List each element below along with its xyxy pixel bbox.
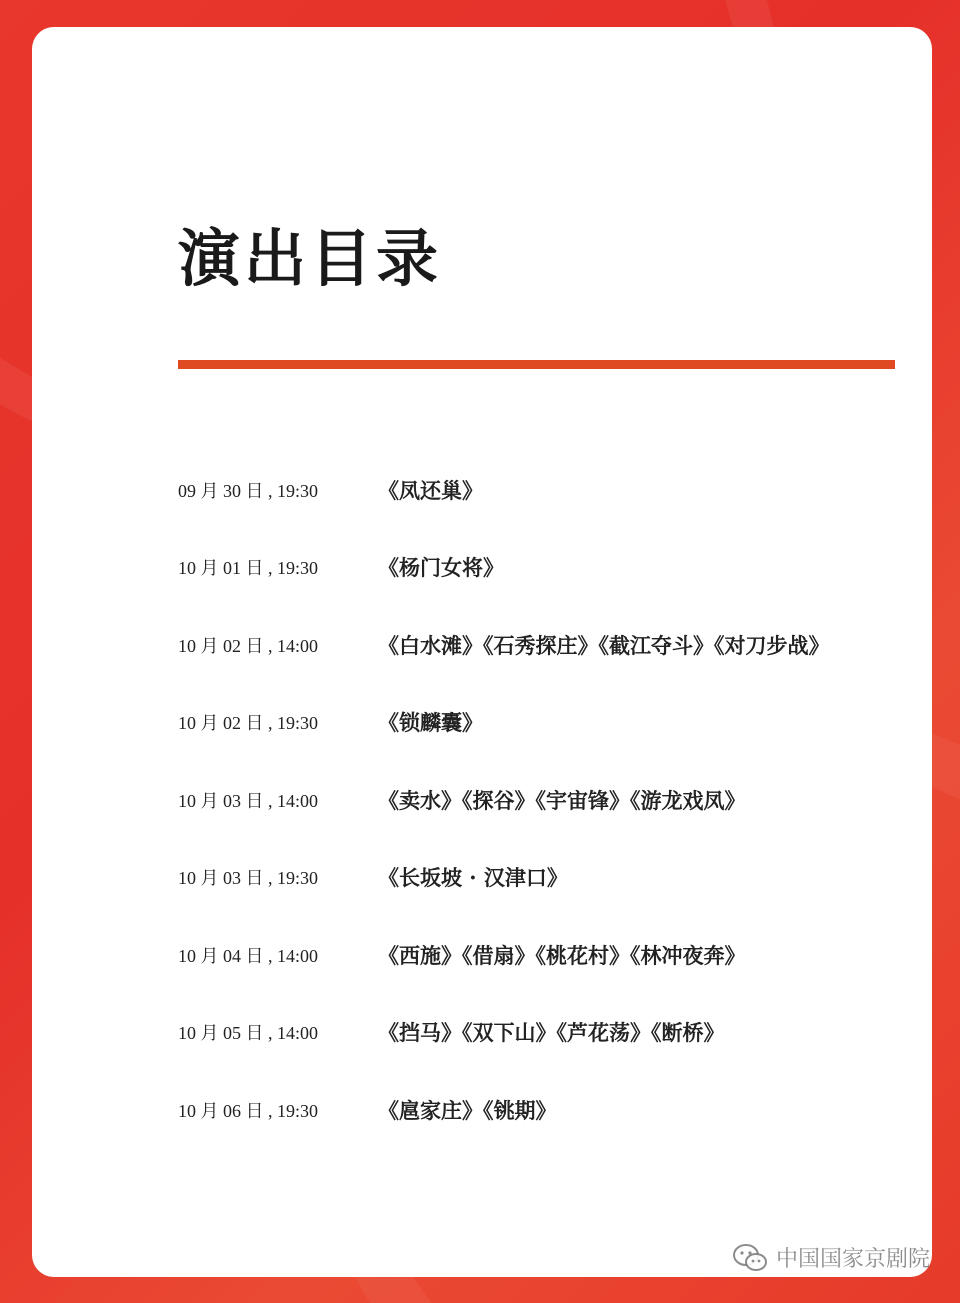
performance-date: 10 月 05 日 , 14:00 bbox=[178, 1023, 319, 1044]
schedule-row bbox=[178, 994, 898, 1072]
performance-works: 《扈家庄》《铫期》 bbox=[378, 1097, 557, 1123]
title-divider bbox=[178, 360, 895, 369]
wechat-icon bbox=[732, 1243, 768, 1273]
schedule-row bbox=[178, 839, 898, 917]
performance-works: 《锁麟囊》 bbox=[378, 710, 483, 736]
performance-works: 《杨门女将》 bbox=[378, 555, 504, 581]
performance-schedule bbox=[178, 451, 898, 1149]
performance-works: 《挡马》《双下山》《芦花荡》《断桥》 bbox=[378, 1020, 725, 1046]
watermark bbox=[732, 1242, 930, 1273]
performance-date: 10 月 01 日 , 19:30 bbox=[178, 558, 319, 579]
performance-works: 《西施》《借扇》《桃花村》《林冲夜奔》 bbox=[378, 942, 746, 968]
performance-works: 《白水滩》《石秀探庄》《截江夺斗》《对刀步战》 bbox=[378, 632, 830, 658]
schedule-row bbox=[178, 529, 898, 607]
schedule-row bbox=[178, 916, 898, 994]
program-card bbox=[32, 27, 932, 1277]
performance-works: 《凤还巢》 bbox=[378, 477, 483, 503]
performance-date: 09 月 30 日 , 19:30 bbox=[178, 480, 319, 501]
performance-date: 10 月 04 日 , 14:00 bbox=[178, 945, 319, 966]
schedule-row bbox=[178, 761, 898, 839]
performance-date: 10 月 02 日 , 14:00 bbox=[178, 635, 319, 656]
performance-works: 《长坂坡 · 汉津口》 bbox=[378, 865, 568, 891]
page-title: 演出目录 bbox=[178, 222, 443, 295]
watermark-text: 中国国家京剧院 bbox=[775, 1247, 930, 1272]
schedule-row bbox=[178, 684, 898, 762]
performance-date: 10 月 03 日 , 19:30 bbox=[178, 868, 319, 889]
performance-date: 10 月 02 日 , 19:30 bbox=[178, 713, 319, 734]
performance-date: 10 月 06 日 , 19:30 bbox=[178, 1100, 319, 1121]
performance-works: 《卖水》《探谷》《宇宙锋》《游龙戏凤》 bbox=[378, 787, 746, 813]
schedule-row bbox=[178, 606, 898, 684]
schedule-row bbox=[178, 1071, 898, 1149]
schedule-row bbox=[178, 451, 898, 529]
performance-date: 10 月 03 日 , 14:00 bbox=[178, 790, 319, 811]
